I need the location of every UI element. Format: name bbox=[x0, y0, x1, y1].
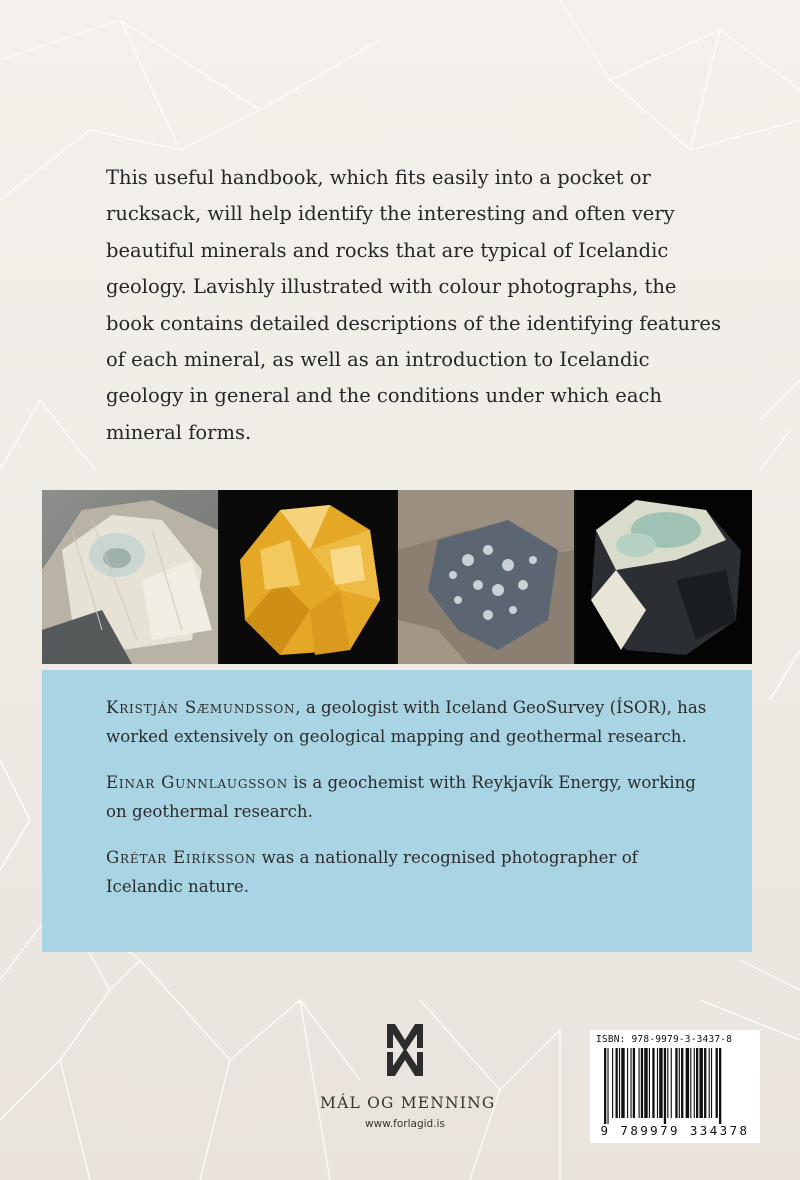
barcode-bar bbox=[681, 1048, 683, 1118]
author-bio-gunnlaugsson bbox=[106, 769, 716, 826]
barcode-bar bbox=[690, 1048, 691, 1118]
author-bio-text: , a geologist with Iceland GeoSurvey (ÍSOR), has worked extensively on geological mapping and geothermal research. bbox=[106, 698, 707, 746]
author-bio-text: was a nationally recognised photographer of Icelandic nature. bbox=[106, 848, 638, 896]
barcode-bar bbox=[659, 1048, 662, 1118]
author-name: Kristján Sæmundsson bbox=[106, 698, 296, 717]
mm-logo-icon bbox=[383, 1020, 427, 1080]
author-name: Grétar Eiríksson bbox=[106, 848, 257, 867]
barcode-bar bbox=[716, 1048, 718, 1118]
barcode-bar bbox=[679, 1048, 680, 1118]
barcode-bar bbox=[675, 1048, 677, 1118]
blurb-paragraph: This useful handbook, which fits easily into a pocket or rucksack, will help identify the interesting and often very beautiful minerals and rocks that are typical of Icelandic geology. Lavishly illustrated with colour photographs, the book contains detailed descriptions of the identifying features of each mineral, as well as an introduction to Icelandic geology in general and the conditions under which each mineral forms. bbox=[106, 166, 721, 444]
isbn-text: ISBN: 978-9979-3-3437-8 bbox=[596, 1034, 733, 1045]
barcode-bar bbox=[719, 1048, 721, 1124]
barcode-bar bbox=[709, 1048, 710, 1118]
barcode-bar bbox=[644, 1048, 647, 1118]
barcode-bars bbox=[596, 1048, 754, 1124]
barcode-bar bbox=[649, 1048, 650, 1118]
barcode-bar bbox=[607, 1048, 608, 1124]
ean-digits: 9 789979 334378 bbox=[600, 1123, 750, 1138]
barcode-bar bbox=[641, 1048, 643, 1118]
publisher-name: MÁL OG MENNING bbox=[320, 1094, 496, 1112]
barcode-bar bbox=[699, 1048, 702, 1118]
barcode-bar bbox=[652, 1048, 654, 1118]
white-crystal-rock-photo bbox=[42, 490, 218, 664]
author-bio-saemundsson bbox=[106, 694, 716, 751]
publisher-block bbox=[320, 1020, 496, 1130]
barcode-bar bbox=[604, 1048, 606, 1124]
barcode-bar bbox=[619, 1048, 620, 1118]
barcode-bar bbox=[694, 1048, 695, 1118]
barcode-bar bbox=[621, 1048, 624, 1118]
barcode-bar bbox=[639, 1048, 640, 1118]
yellow-calcite-crystal-photo bbox=[220, 490, 396, 664]
barcode-bar bbox=[671, 1048, 672, 1118]
barcode-bar bbox=[612, 1048, 613, 1118]
barcode-bar bbox=[664, 1048, 666, 1124]
barcode-label bbox=[590, 1030, 760, 1143]
author-bio-eiriksson bbox=[106, 844, 716, 901]
barcode-bar bbox=[633, 1048, 635, 1118]
barcode-bar bbox=[627, 1048, 628, 1118]
green-mineral-specimen-photo bbox=[576, 490, 752, 664]
author-bio-text: is a geochemist with Reykjavík Energy, working on geothermal research. bbox=[106, 773, 696, 821]
mineral-photo-strip bbox=[42, 490, 752, 664]
author-bio-panel bbox=[42, 670, 752, 952]
barcode-bar bbox=[711, 1048, 712, 1118]
grey-nodule-rock-photo bbox=[398, 490, 574, 664]
barcode-bar bbox=[704, 1048, 706, 1118]
barcode-bar bbox=[616, 1048, 618, 1118]
barcode-bar bbox=[657, 1048, 658, 1118]
publisher-url: www.forlagid.is bbox=[365, 1118, 445, 1130]
barcode-bar bbox=[696, 1048, 698, 1118]
author-name: Einar Gunnlaugsson bbox=[106, 773, 289, 792]
barcode-bar bbox=[667, 1048, 668, 1118]
barcode-bar bbox=[630, 1048, 631, 1118]
barcode-bar bbox=[686, 1048, 689, 1118]
